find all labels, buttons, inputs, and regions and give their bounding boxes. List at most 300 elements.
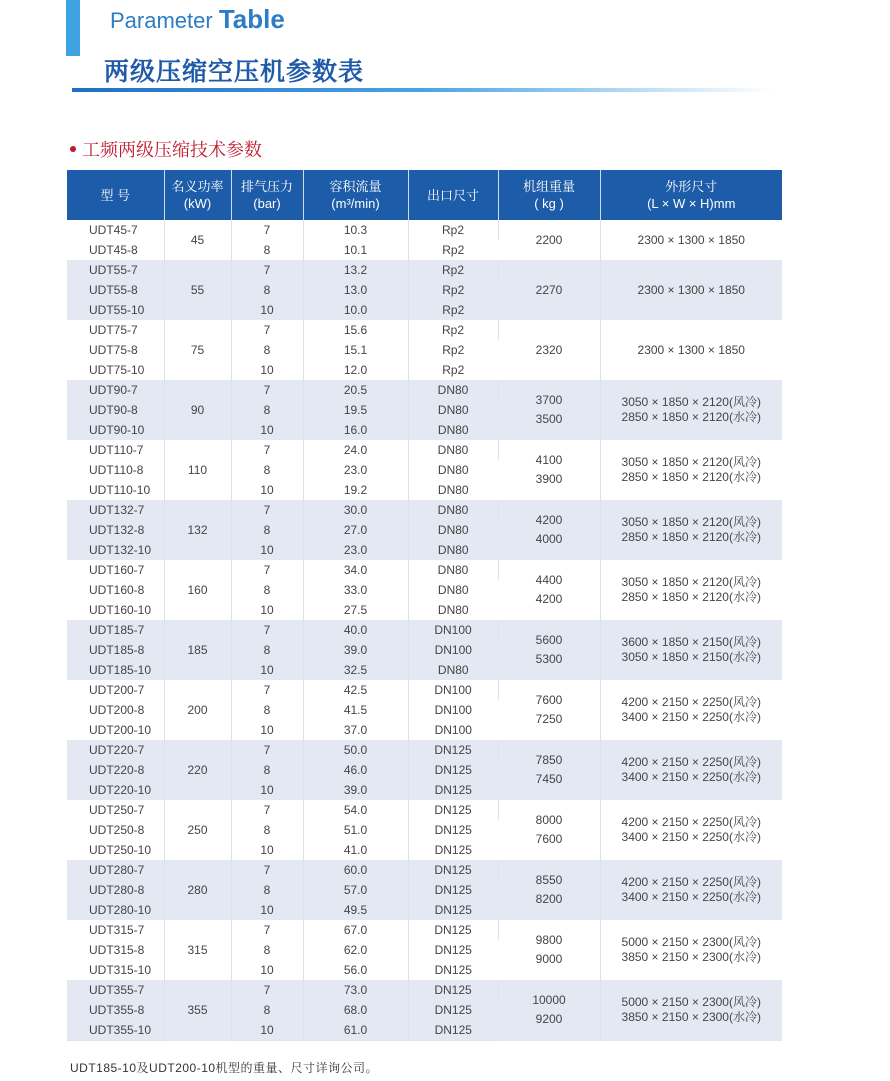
pressure-cell: 10 [231, 720, 303, 740]
pressure-cell: 10 [231, 840, 303, 860]
model-cell: UDT160-7 [67, 560, 164, 580]
dimension-value: 2300 × 1300 × 1850 [637, 342, 745, 357]
pressure-cell: 8 [231, 880, 303, 900]
weight-cell [498, 740, 600, 800]
outlet-cell: DN80 [408, 460, 498, 480]
outlet-cell: DN125 [408, 1000, 498, 1020]
model-cell: UDT110-7 [67, 440, 164, 460]
flow-cell: 42.5 [303, 680, 408, 700]
dimension-value: 2850 × 1850 × 2120(水冷) [621, 590, 761, 604]
pressure-cell: 10 [231, 780, 303, 800]
pressure-cell: 7 [231, 500, 303, 520]
flow-cell: 54.0 [303, 800, 408, 820]
model-cell: UDT75-8 [67, 340, 164, 360]
flow-cell: 10.1 [303, 240, 408, 260]
model-cell: UDT132-8 [67, 520, 164, 540]
outlet-cell: Rp2 [408, 320, 498, 340]
flow-cell: 10.3 [303, 220, 408, 240]
weight-cell [498, 560, 600, 620]
weight-value: 3900 [535, 472, 563, 486]
pressure-cell: 8 [231, 580, 303, 600]
model-cell: UDT280-10 [67, 900, 164, 920]
outlet-cell: DN100 [408, 640, 498, 660]
flow-cell: 27.0 [303, 520, 408, 540]
model-cell: UDT75-7 [67, 320, 164, 340]
flow-cell: 62.0 [303, 940, 408, 960]
flow-cell: 33.0 [303, 580, 408, 600]
flow-cell: 61.0 [303, 1020, 408, 1041]
table-row [67, 920, 782, 940]
dimension-cell [600, 620, 782, 680]
model-cell: UDT160-8 [67, 580, 164, 600]
model-cell: UDT90-7 [67, 380, 164, 400]
model-cell: UDT55-8 [67, 280, 164, 300]
flow-cell: 67.0 [303, 920, 408, 940]
column-header-unit: (m³/min) [331, 196, 380, 211]
column-header-label: 外形尺寸 [665, 179, 718, 194]
model-cell: UDT132-10 [67, 540, 164, 560]
pressure-cell: 7 [231, 740, 303, 760]
weight-cell [498, 380, 600, 440]
dimension-value: 2850 × 1850 × 2120(水冷) [621, 530, 761, 544]
dimension-value: 3400 × 2150 × 2250(水冷) [621, 890, 761, 904]
dimension-cell [600, 800, 782, 860]
column-header [498, 170, 600, 220]
weight-value: 8550 [535, 873, 563, 887]
flow-cell: 46.0 [303, 760, 408, 780]
pressure-cell: 10 [231, 480, 303, 500]
dimension-value: 3600 × 1850 × 2150(风冷) [621, 635, 761, 649]
table-row [67, 980, 782, 1000]
column-header-unit: (L × W × H)mm [647, 196, 736, 211]
weight-value: 10000 [532, 993, 566, 1008]
column-header [600, 170, 782, 220]
parameter-table [67, 170, 782, 1041]
model-cell: UDT55-7 [67, 260, 164, 280]
column-header [303, 170, 408, 220]
pressure-cell: 7 [231, 220, 303, 240]
model-cell: UDT200-10 [67, 720, 164, 740]
flow-cell: 41.5 [303, 700, 408, 720]
outlet-cell: Rp2 [408, 260, 498, 280]
flow-cell: 20.5 [303, 380, 408, 400]
flow-cell: 60.0 [303, 860, 408, 880]
model-cell: UDT250-10 [67, 840, 164, 860]
dimension-cell [600, 920, 782, 980]
outlet-cell: Rp2 [408, 240, 498, 260]
dimension-value: 2300 × 1300 × 1850 [637, 232, 745, 247]
pressure-cell: 7 [231, 800, 303, 820]
power-cell: 45 [164, 220, 231, 260]
pressure-cell: 10 [231, 660, 303, 680]
flow-cell: 13.2 [303, 260, 408, 280]
table-row [67, 220, 782, 240]
weight-value: 4200 [535, 592, 563, 606]
table-row [67, 500, 782, 520]
weight-value: 5600 [535, 633, 563, 647]
column-header-label: 排气压力 [240, 179, 293, 194]
flow-cell: 15.6 [303, 320, 408, 340]
outlet-cell: DN125 [408, 900, 498, 920]
dimension-value: 2300 × 1300 × 1850 [637, 282, 745, 297]
power-cell: 185 [164, 620, 231, 680]
flow-cell: 27.5 [303, 600, 408, 620]
model-cell: UDT315-8 [67, 940, 164, 960]
column-header [231, 170, 303, 220]
dimension-cell [600, 680, 782, 740]
weight-value: 7600 [535, 693, 563, 707]
weight-cell [498, 980, 600, 1041]
table-header-row [67, 170, 782, 220]
dimension-value: 5000 × 2150 × 2300(风冷) [621, 935, 761, 949]
pressure-cell: 8 [231, 820, 303, 840]
column-header-label: 容积流量 [329, 179, 382, 194]
model-cell: UDT132-7 [67, 500, 164, 520]
outlet-cell: DN80 [408, 400, 498, 420]
dimension-value: 4200 × 2150 × 2250(风冷) [621, 875, 761, 889]
outlet-cell: DN125 [408, 740, 498, 760]
column-header [408, 170, 498, 220]
dimension-cell [600, 320, 782, 380]
column-header [164, 170, 231, 220]
outlet-cell: DN80 [408, 440, 498, 460]
pressure-cell: 7 [231, 920, 303, 940]
model-cell: UDT220-10 [67, 780, 164, 800]
pressure-cell: 8 [231, 700, 303, 720]
flow-cell: 13.0 [303, 280, 408, 300]
outlet-cell: DN80 [408, 540, 498, 560]
table-row [67, 380, 782, 400]
pressure-cell: 8 [231, 460, 303, 480]
flow-cell: 30.0 [303, 500, 408, 520]
power-cell: 75 [164, 320, 231, 380]
weight-value: 8200 [535, 892, 563, 906]
model-cell: UDT200-7 [67, 680, 164, 700]
weight-value: 5300 [535, 652, 563, 666]
model-cell: UDT45-8 [67, 240, 164, 260]
column-header-unit: (kW) [183, 196, 212, 211]
model-cell: UDT315-7 [67, 920, 164, 940]
flow-cell: 56.0 [303, 960, 408, 980]
flow-cell: 23.0 [303, 540, 408, 560]
outlet-cell: DN80 [408, 600, 498, 620]
dimension-cell [600, 860, 782, 920]
dimension-value: 3400 × 2150 × 2250(水冷) [621, 830, 761, 844]
model-cell: UDT280-7 [67, 860, 164, 880]
dimension-cell [600, 260, 782, 320]
pressure-cell: 10 [231, 360, 303, 380]
outlet-cell: DN125 [408, 820, 498, 840]
weight-value: 4000 [535, 532, 563, 546]
column-header-label: 型 号 [100, 187, 131, 203]
outlet-cell: DN100 [408, 620, 498, 640]
weight-value: 9000 [535, 952, 563, 966]
pressure-cell: 10 [231, 540, 303, 560]
outlet-cell: DN80 [408, 480, 498, 500]
flow-cell: 41.0 [303, 840, 408, 860]
weight-cell [498, 860, 600, 920]
model-cell: UDT355-10 [67, 1020, 164, 1041]
flow-cell: 39.0 [303, 640, 408, 660]
pressure-cell: 7 [231, 440, 303, 460]
section-heading [70, 136, 262, 162]
weight-value: 2200 [535, 232, 563, 247]
model-cell: UDT45-7 [67, 220, 164, 240]
table-row [67, 800, 782, 820]
outlet-cell: DN125 [408, 940, 498, 960]
pressure-cell: 7 [231, 980, 303, 1000]
weight-value: 4400 [535, 573, 563, 587]
weight-cell [498, 320, 600, 380]
flow-cell: 12.0 [303, 360, 408, 380]
table-row [67, 320, 782, 340]
flow-cell: 73.0 [303, 980, 408, 1000]
dimension-value: 3050 × 1850 × 2120(风冷) [621, 575, 761, 589]
outlet-cell: Rp2 [408, 220, 498, 240]
weight-cell [498, 260, 600, 320]
flow-cell: 19.2 [303, 480, 408, 500]
weight-value: 7850 [535, 753, 563, 767]
model-cell: UDT55-10 [67, 300, 164, 320]
pressure-cell: 10 [231, 420, 303, 440]
outlet-cell: DN125 [408, 860, 498, 880]
pressure-cell: 8 [231, 640, 303, 660]
column-header [67, 170, 164, 220]
outlet-cell: DN125 [408, 780, 498, 800]
pressure-cell: 7 [231, 860, 303, 880]
outlet-cell: Rp2 [408, 360, 498, 380]
header-english-prefix: Parameter [110, 8, 213, 33]
pressure-cell: 8 [231, 520, 303, 540]
table-row [67, 560, 782, 580]
model-cell: UDT200-8 [67, 700, 164, 720]
footnote: UDT185-10及UDT200-10机型的重量、尺寸详询公司。 [70, 1061, 379, 1075]
flow-cell: 15.1 [303, 340, 408, 360]
model-cell: UDT280-8 [67, 880, 164, 900]
weight-value: 2320 [535, 342, 563, 357]
pressure-cell: 8 [231, 280, 303, 300]
outlet-cell: DN125 [408, 1020, 498, 1041]
outlet-cell: DN80 [408, 520, 498, 540]
header-english-title [110, 4, 285, 35]
model-cell: UDT185-8 [67, 640, 164, 660]
column-header-label: 名义功率 [171, 179, 224, 194]
outlet-cell: DN100 [408, 680, 498, 700]
outlet-cell: DN80 [408, 500, 498, 520]
power-cell: 160 [164, 560, 231, 620]
power-cell: 355 [164, 980, 231, 1041]
model-cell: UDT160-10 [67, 600, 164, 620]
dimension-value: 4200 × 2150 × 2250(风冷) [621, 755, 761, 769]
flow-cell: 16.0 [303, 420, 408, 440]
pressure-cell: 8 [231, 940, 303, 960]
weight-value: 3700 [535, 393, 563, 407]
flow-cell: 32.5 [303, 660, 408, 680]
pressure-cell: 7 [231, 260, 303, 280]
column-header-unit: ( kg ) [534, 196, 564, 211]
weight-cell [498, 800, 600, 860]
model-cell: UDT355-7 [67, 980, 164, 1000]
dimension-value: 2850 × 1850 × 2120(水冷) [621, 470, 761, 484]
flow-cell: 34.0 [303, 560, 408, 580]
dimension-value: 3050 × 1850 × 2150(水冷) [621, 650, 761, 664]
flow-cell: 68.0 [303, 1000, 408, 1020]
weight-cell [498, 920, 600, 980]
model-cell: UDT315-10 [67, 960, 164, 980]
power-cell: 132 [164, 500, 231, 560]
flow-cell: 19.5 [303, 400, 408, 420]
weight-cell [498, 220, 600, 260]
pressure-cell: 7 [231, 560, 303, 580]
outlet-cell: DN100 [408, 700, 498, 720]
table-row [67, 440, 782, 460]
outlet-cell: DN125 [408, 880, 498, 900]
outlet-cell: DN80 [408, 420, 498, 440]
power-cell: 200 [164, 680, 231, 740]
dimension-value: 3050 × 1850 × 2120(风冷) [621, 455, 761, 469]
outlet-cell: DN80 [408, 560, 498, 580]
dimension-value: 3400 × 2150 × 2250(水冷) [621, 710, 761, 724]
power-cell: 220 [164, 740, 231, 800]
outlet-cell: DN125 [408, 800, 498, 820]
weight-cell [498, 500, 600, 560]
weight-value: 7600 [535, 832, 563, 846]
flow-cell: 51.0 [303, 820, 408, 840]
model-cell: UDT355-8 [67, 1000, 164, 1020]
pressure-cell: 10 [231, 900, 303, 920]
dimension-value: 2850 × 1850 × 2120(水冷) [621, 410, 761, 424]
weight-value: 3500 [535, 412, 563, 426]
outlet-cell: DN80 [408, 580, 498, 600]
section-heading-text: 工频两级压缩技术参数 [82, 140, 262, 160]
power-cell: 55 [164, 260, 231, 320]
pressure-cell: 10 [231, 960, 303, 980]
dimension-cell [600, 500, 782, 560]
pressure-cell: 7 [231, 380, 303, 400]
outlet-cell: Rp2 [408, 280, 498, 300]
dimension-value: 3050 × 1850 × 2120(风冷) [621, 515, 761, 529]
pressure-cell: 10 [231, 600, 303, 620]
pressure-cell: 10 [231, 300, 303, 320]
weight-cell [498, 440, 600, 500]
model-cell: UDT220-8 [67, 760, 164, 780]
flow-cell: 10.0 [303, 300, 408, 320]
model-cell: UDT75-10 [67, 360, 164, 380]
header-divider [72, 88, 772, 92]
dimension-cell [600, 380, 782, 440]
header-accent-bar [66, 0, 80, 56]
model-cell: UDT250-8 [67, 820, 164, 840]
dimension-value: 3850 × 2150 × 2300(水冷) [621, 950, 761, 964]
outlet-cell: DN125 [408, 840, 498, 860]
table-row [67, 680, 782, 700]
flow-cell: 23.0 [303, 460, 408, 480]
dimension-cell [600, 220, 782, 260]
flow-cell: 40.0 [303, 620, 408, 640]
pressure-cell: 8 [231, 400, 303, 420]
pressure-cell: 7 [231, 680, 303, 700]
weight-cell [498, 620, 600, 680]
weight-value: 4100 [535, 453, 563, 467]
header-english-bold: Table [218, 4, 285, 34]
column-header-label: 出口尺寸 [426, 187, 479, 203]
weight-value: 2270 [535, 282, 563, 297]
weight-value: 7250 [535, 712, 563, 726]
weight-value: 9800 [535, 933, 563, 947]
flow-cell: 24.0 [303, 440, 408, 460]
dimension-value: 4200 × 2150 × 2250(风冷) [621, 695, 761, 709]
flow-cell: 39.0 [303, 780, 408, 800]
dimension-value: 4200 × 2150 × 2250(风冷) [621, 815, 761, 829]
dimension-cell [600, 980, 782, 1041]
table-row [67, 620, 782, 640]
flow-cell: 49.5 [303, 900, 408, 920]
dimension-cell [600, 560, 782, 620]
table-row [67, 740, 782, 760]
model-cell: UDT250-7 [67, 800, 164, 820]
table-row [67, 860, 782, 880]
model-cell: UDT110-10 [67, 480, 164, 500]
pressure-cell: 8 [231, 1000, 303, 1020]
weight-value: 4200 [535, 513, 563, 527]
flow-cell: 50.0 [303, 740, 408, 760]
outlet-cell: DN125 [408, 960, 498, 980]
weight-value: 9200 [535, 1012, 563, 1027]
pressure-cell: 10 [231, 1020, 303, 1041]
pressure-cell: 7 [231, 620, 303, 640]
pressure-cell: 7 [231, 320, 303, 340]
dimension-cell [600, 740, 782, 800]
weight-cell [498, 680, 600, 740]
outlet-cell: Rp2 [408, 340, 498, 360]
dimension-value: 3400 × 2150 × 2250(水冷) [621, 770, 761, 784]
model-cell: UDT90-10 [67, 420, 164, 440]
bullet-icon [70, 146, 76, 152]
outlet-cell: DN125 [408, 980, 498, 1000]
outlet-cell: DN100 [408, 720, 498, 740]
table-row [67, 260, 782, 280]
power-cell: 110 [164, 440, 231, 500]
dimension-value: 3050 × 1850 × 2120(风冷) [621, 395, 761, 409]
outlet-cell: DN80 [408, 660, 498, 680]
model-cell: UDT185-7 [67, 620, 164, 640]
outlet-cell: Rp2 [408, 300, 498, 320]
flow-cell: 57.0 [303, 880, 408, 900]
outlet-cell: DN125 [408, 760, 498, 780]
page-title: 两级压缩空压机参数表 [104, 58, 365, 86]
model-cell: UDT185-10 [67, 660, 164, 680]
dimension-value: 5000 × 2150 × 2300(风冷) [621, 995, 761, 1010]
column-header-unit: (bar) [253, 196, 281, 211]
flow-cell: 37.0 [303, 720, 408, 740]
table-body [67, 220, 782, 1041]
power-cell: 250 [164, 800, 231, 860]
weight-value: 8000 [535, 813, 563, 827]
model-cell: UDT90-8 [67, 400, 164, 420]
weight-value: 7450 [535, 772, 563, 786]
power-cell: 315 [164, 920, 231, 980]
model-cell: UDT220-7 [67, 740, 164, 760]
power-cell: 90 [164, 380, 231, 440]
model-cell: UDT110-8 [67, 460, 164, 480]
column-header-label: 机组重量 [522, 179, 575, 194]
pressure-cell: 8 [231, 760, 303, 780]
pressure-cell: 8 [231, 340, 303, 360]
outlet-cell: DN80 [408, 380, 498, 400]
power-cell: 280 [164, 860, 231, 920]
dimension-value: 3850 × 2150 × 2300(水冷) [621, 1010, 761, 1025]
outlet-cell: DN125 [408, 920, 498, 940]
